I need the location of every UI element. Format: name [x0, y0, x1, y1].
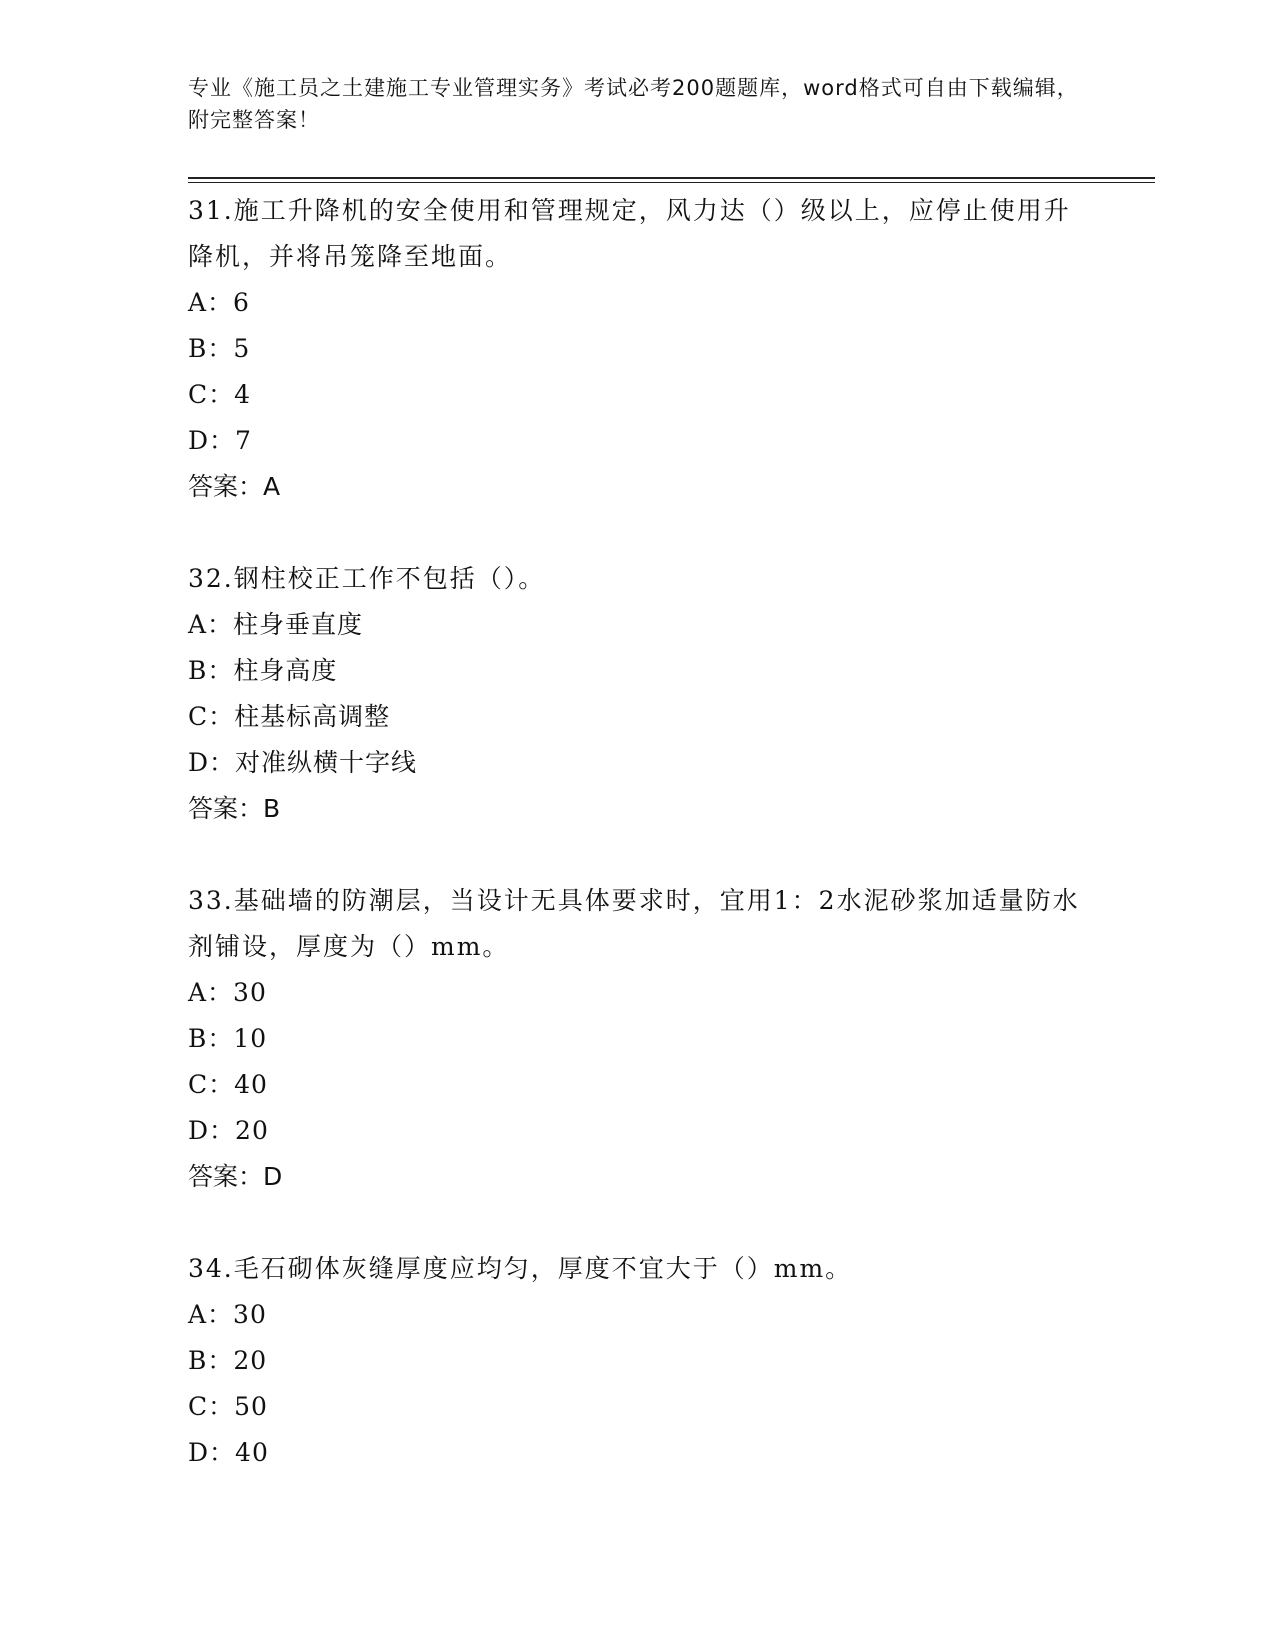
- answer: 答案：B: [188, 794, 281, 823]
- option-a: A：30: [188, 1300, 267, 1329]
- document-header: 专业《施工员之土建施工专业管理实务》考试必考200题题库，word格式可自由下载编辑，附完整答案！: [188, 76, 1079, 132]
- option-a: A：柱身垂直度: [188, 610, 364, 639]
- question-34: [188, 1246, 1088, 1476]
- option-b: B：10: [188, 1024, 268, 1053]
- question-text: 31.施工升降机的安全使用和管理规定，风力达（）级以上，应停止使用升降机，并将吊笼降至地面。: [188, 196, 1071, 271]
- answer: 答案：D: [188, 1162, 283, 1191]
- option-d: D：7: [188, 426, 252, 455]
- question-list: [188, 188, 1088, 1522]
- option-b: B：20: [188, 1346, 268, 1375]
- option-a: A：6: [188, 288, 250, 317]
- question-31: [188, 188, 1088, 510]
- option-c: C：50: [188, 1392, 268, 1421]
- header-divider-thin: [188, 182, 1155, 183]
- option-b: B：柱身高度: [188, 656, 338, 685]
- option-a: A：30: [188, 978, 267, 1007]
- option-c: C：40: [188, 1070, 268, 1099]
- question-33: [188, 878, 1088, 1200]
- question-text: 34.毛石砌体灰缝厚度应均匀，厚度不宜大于（）mm。: [188, 1254, 853, 1283]
- answer: 答案：A: [188, 472, 281, 501]
- question-32: [188, 556, 1088, 832]
- option-c: C：4: [188, 380, 252, 409]
- option-d: D：40: [188, 1438, 269, 1467]
- question-text: 32.钢柱校正工作不包括（）。: [188, 564, 546, 593]
- option-c: C：柱基标高调整: [188, 702, 391, 731]
- option-d: D：对准纵横十字线: [188, 748, 418, 777]
- header-divider-thick: [188, 177, 1155, 179]
- option-b: B：5: [188, 334, 251, 363]
- option-d: D：20: [188, 1116, 269, 1145]
- question-text: 33.基础墙的防潮层，当设计无具体要求时，宜用1：2水泥砂浆加适量防水剂铺设，厚度为（）mm。: [188, 886, 1080, 961]
